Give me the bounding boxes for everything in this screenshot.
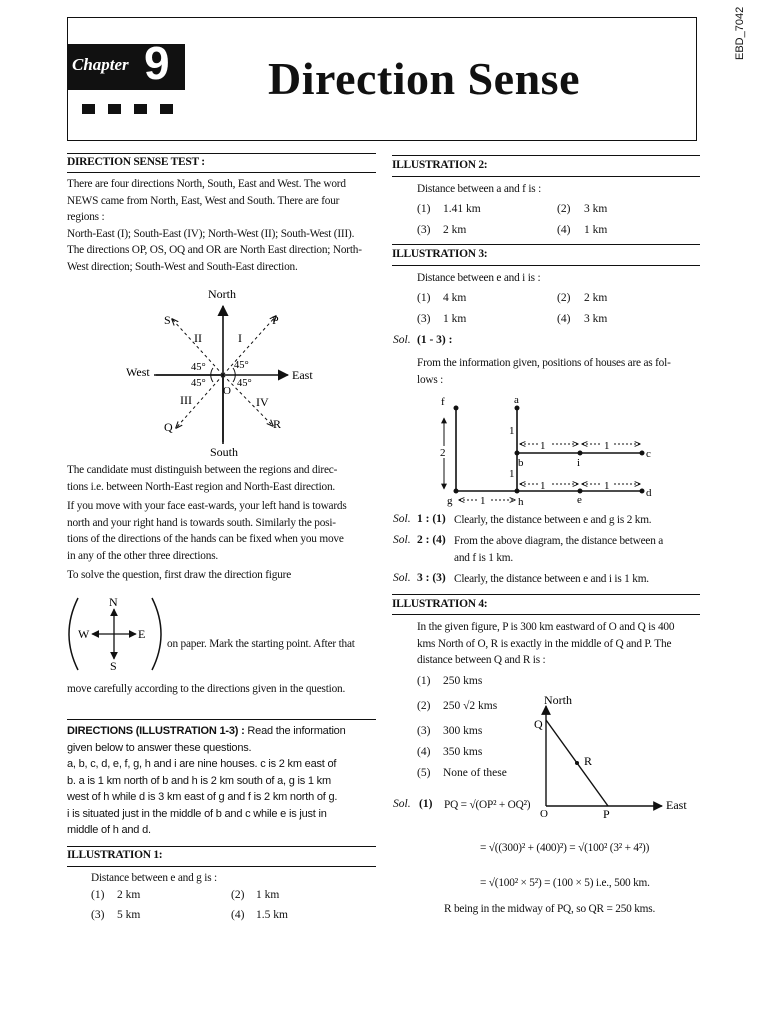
south-label: South <box>210 445 239 459</box>
svg-text:h: h <box>518 496 524 508</box>
region-4: IV <box>256 395 269 409</box>
triangle-diagram <box>530 690 700 820</box>
mini-direction-figure <box>64 592 168 676</box>
ill3-option-1: 4 km <box>443 292 467 304</box>
ill4-option-5: None of these <box>443 767 507 779</box>
divider <box>67 153 376 154</box>
ill4-option-3: 300 kms <box>443 725 483 737</box>
chapter-dash <box>160 104 173 114</box>
west-label: West <box>126 365 150 379</box>
equation-2: = √(100² × 5²) = (100 × 5) i.e., 500 km. <box>480 877 650 889</box>
svg-text:East: East <box>666 798 687 812</box>
origin-o: O <box>223 385 231 397</box>
ill2-option-1: 1.41 km <box>443 203 481 215</box>
svg-text:g: g <box>447 495 453 507</box>
illustration-2-question: Distance between a and f is : <box>417 183 542 195</box>
region-2: II <box>194 331 202 345</box>
svg-text:1: 1 <box>509 468 515 480</box>
svg-text:1: 1 <box>509 425 515 437</box>
ill3-option-4: 3 km <box>584 313 608 325</box>
svg-text:b: b <box>518 457 524 469</box>
illustration-2-heading: ILLUSTRATION 2: <box>392 159 488 171</box>
point-q: Q <box>164 420 173 434</box>
directions-block: DIRECTIONS (ILLUSTRATION 1-3) : Read the information given below to answer these questions. a, b, c, d, e, f, g, h and i are nine houses. c is 2 km east of b. a is 1 km north of b and h is 2 km south of a, g is 1 km west of h while d is 3 km east of g and f is 2 km north of g. i is situated just in the middle of b and c while e is just in middle of h and d. <box>67 725 346 836</box>
divider <box>67 846 376 847</box>
divider <box>392 265 700 266</box>
illustration-1-question: Distance between e and g is : <box>91 872 217 884</box>
svg-text:2: 2 <box>440 447 446 459</box>
svg-text:1: 1 <box>480 495 486 507</box>
svg-text:i: i <box>577 457 581 469</box>
svg-text:1: 1 <box>604 440 610 452</box>
point-p: P <box>272 313 279 327</box>
ill3-option-3: 1 km <box>443 313 467 325</box>
ill4-option-2: 250 √2 kms <box>443 700 498 712</box>
svg-text:Q: Q <box>534 717 543 731</box>
ill2-option-2: 3 km <box>584 203 608 215</box>
divider <box>67 866 376 867</box>
op-line <box>223 316 276 375</box>
divider <box>392 594 700 595</box>
intro-paragraph: There are four directions North, South, East and West. The word NEWS came from North, East, West and South. There are four regions : North-East (I); South-East (IV); North-West (II); South-West (III). The directions OP, OS, OQ and OR are North East direction; North- West direction; South-West and South-East direction. <box>67 178 362 273</box>
region-3: III <box>180 393 192 407</box>
svg-text:N: N <box>109 595 118 609</box>
divider <box>67 719 376 720</box>
ill4-option-1: 250 kms <box>443 675 483 687</box>
chapter-number: 9 <box>144 37 170 89</box>
north-label: North <box>208 287 236 301</box>
solution-tag: (1 - 3) : <box>417 334 453 346</box>
move-carefully-text: move carefully according to the directions given in the question. <box>67 683 346 695</box>
illustration-1-heading: ILLUSTRATION 1: <box>67 849 163 861</box>
angle-label: 45° <box>234 360 249 371</box>
ill1-option-4: 1.5 km <box>256 909 288 921</box>
angle-label: 45° <box>191 378 206 389</box>
divider <box>392 244 700 245</box>
east-label: East <box>292 368 313 382</box>
svg-text:1: 1 <box>540 440 546 452</box>
svg-text:e: e <box>577 494 582 506</box>
divider <box>392 155 700 156</box>
svg-text:W: W <box>78 627 90 641</box>
illustration-4-heading: ILLUSTRATION 4: <box>392 598 488 610</box>
svg-text:a: a <box>514 394 519 406</box>
region-1: I <box>238 331 242 345</box>
ill3-option-2: 2 km <box>584 292 608 304</box>
section-heading: DIRECTION SENSE TEST : <box>67 156 205 168</box>
on-paper-text: on paper. Mark the starting point. After that <box>167 638 355 650</box>
svg-text:1: 1 <box>604 480 610 492</box>
svg-text:f: f <box>441 396 445 408</box>
chapter-dash <box>134 104 147 114</box>
svg-text:O: O <box>540 808 548 820</box>
illustration-3-question: Distance between e and i is : <box>417 272 541 284</box>
svg-text:North: North <box>544 693 572 707</box>
ill1-option-1: 2 km <box>117 889 141 901</box>
solution-3: Clearly, the distance between e and i is 1 km. <box>454 573 649 585</box>
divider <box>67 172 376 173</box>
compass-diagram <box>120 284 330 462</box>
angle-label: 45° <box>191 362 206 373</box>
svg-text:P: P <box>603 807 610 820</box>
solution-1: Clearly, the distance between e and g is 2 km. <box>454 514 652 526</box>
ill2-option-4: 1 km <box>584 224 608 236</box>
page-title: Direction Sense <box>268 53 581 104</box>
chapter-dash <box>108 104 121 114</box>
svg-text:S: S <box>110 659 117 673</box>
equation-1: = √((300)² + (400)²) = √(100² (3² + 4²)) <box>480 842 650 854</box>
chapter-dash <box>82 104 95 114</box>
ill2-option-3: 2 km <box>443 224 467 236</box>
pq-formula: PQ = √(OP² + OQ²) <box>444 799 531 811</box>
houses-diagram <box>430 392 670 510</box>
regions-paragraph: The candidate must distinguish between the regions and direc- tions i.e. between North-East region and North-East direction. If you move with your face east-wards, your left hand is towards north and your right hand is towards south. Similarly the posi- tions of the directions of the hands can be fixed when you move in any of the other three directions. To solve the question, first draw the direction figure <box>67 464 347 581</box>
solution-text: From the information given, positions of houses are as fol- lows : <box>417 357 671 386</box>
solution-2: From the above diagram, the distance between a and f is 1 km. <box>454 535 664 564</box>
ill4-option-4: 350 kms <box>443 746 483 758</box>
divider <box>392 614 700 615</box>
svg-text:E: E <box>138 627 146 641</box>
svg-text:c: c <box>646 448 651 460</box>
page-code: EBD_7042 <box>734 6 746 60</box>
illustration-3-heading: ILLUSTRATION 3: <box>392 248 488 260</box>
ill1-option-2: 1 km <box>256 889 280 901</box>
illustration-4-question: In the given figure, P is 300 km eastward of O and Q is 400 kms North of O, R is exactly in the middle of Q and P. The distance between Q and R is : <box>417 621 675 666</box>
svg-text:R: R <box>584 754 593 768</box>
point-s: S <box>164 313 171 327</box>
ill1-option-3: 5 km <box>117 909 141 921</box>
chapter-label: Chapter <box>72 55 129 74</box>
point-r: R <box>273 417 282 431</box>
svg-text:1: 1 <box>540 480 546 492</box>
conclusion-text: R being in the midway of PQ, so QR = 250 kms. <box>444 903 656 915</box>
divider <box>392 176 700 177</box>
svg-text:d: d <box>646 487 652 499</box>
angle-label: 45° <box>237 378 252 389</box>
